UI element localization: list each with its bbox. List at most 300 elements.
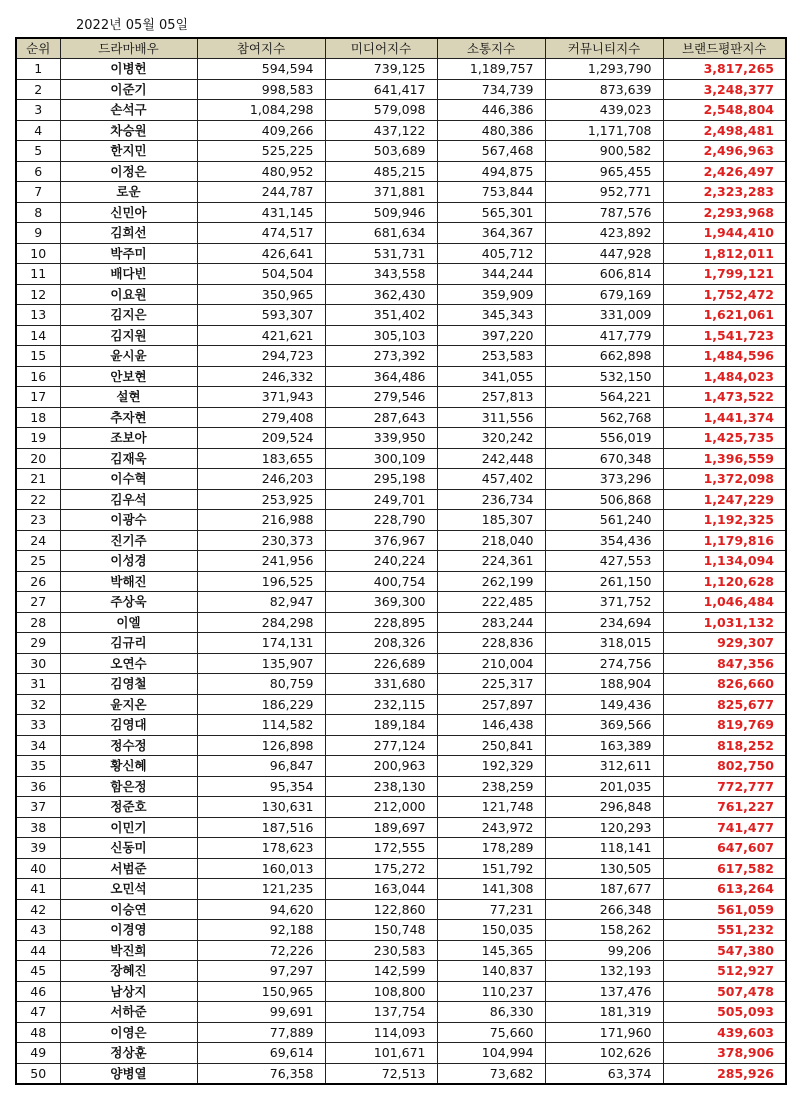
communication-cell: 77,231 xyxy=(437,899,545,920)
brand-reputation-cell: 1,799,121 xyxy=(663,264,786,285)
rank-cell: 2 xyxy=(16,79,60,100)
community-cell: 63,374 xyxy=(545,1063,663,1084)
brand-reputation-cell: 825,677 xyxy=(663,694,786,715)
table-row xyxy=(16,776,786,797)
community-cell: 132,193 xyxy=(545,961,663,982)
communication-cell: 151,792 xyxy=(437,858,545,879)
communication-cell: 218,040 xyxy=(437,530,545,551)
community-cell: 506,868 xyxy=(545,489,663,510)
participation-cell: 187,516 xyxy=(197,817,325,838)
brand-reputation-cell: 1,484,596 xyxy=(663,346,786,367)
header-brand-reputation: 브랜드평판지수 xyxy=(663,38,786,59)
table-row xyxy=(16,612,786,633)
media-cell: 509,946 xyxy=(325,202,437,223)
table-row xyxy=(16,325,786,346)
community-cell: 371,752 xyxy=(545,592,663,613)
rank-cell: 42 xyxy=(16,899,60,920)
communication-cell: 224,361 xyxy=(437,551,545,572)
participation-cell: 216,988 xyxy=(197,510,325,531)
community-cell: 261,150 xyxy=(545,571,663,592)
brand-reputation-cell: 1,484,023 xyxy=(663,366,786,387)
table-row xyxy=(16,633,786,654)
community-cell: 562,768 xyxy=(545,407,663,428)
communication-cell: 262,199 xyxy=(437,571,545,592)
rank-cell: 9 xyxy=(16,223,60,244)
participation-cell: 96,847 xyxy=(197,756,325,777)
actor-name-cell: 장혜진 xyxy=(60,961,197,982)
rank-cell: 28 xyxy=(16,612,60,633)
rank-cell: 5 xyxy=(16,141,60,162)
rank-cell: 11 xyxy=(16,264,60,285)
actor-name-cell: 윤지온 xyxy=(60,694,197,715)
brand-reputation-cell: 647,607 xyxy=(663,838,786,859)
participation-cell: 178,623 xyxy=(197,838,325,859)
brand-reputation-cell: 1,541,723 xyxy=(663,325,786,346)
participation-cell: 246,332 xyxy=(197,366,325,387)
brand-reputation-cell: 1,120,628 xyxy=(663,571,786,592)
participation-cell: 244,787 xyxy=(197,182,325,203)
community-cell: 99,206 xyxy=(545,940,663,961)
communication-cell: 141,308 xyxy=(437,879,545,900)
media-cell: 681,634 xyxy=(325,223,437,244)
table-row xyxy=(16,202,786,223)
table-row xyxy=(16,243,786,264)
communication-cell: 494,875 xyxy=(437,161,545,182)
brand-reputation-cell: 1,031,132 xyxy=(663,612,786,633)
community-cell: 564,221 xyxy=(545,387,663,408)
participation-cell: 241,956 xyxy=(197,551,325,572)
brand-reputation-cell: 617,582 xyxy=(663,858,786,879)
actor-name-cell: 배다빈 xyxy=(60,264,197,285)
table-row xyxy=(16,120,786,141)
community-cell: 171,960 xyxy=(545,1022,663,1043)
actor-name-cell: 신민아 xyxy=(60,202,197,223)
rank-cell: 19 xyxy=(16,428,60,449)
participation-cell: 409,266 xyxy=(197,120,325,141)
media-cell: 343,558 xyxy=(325,264,437,285)
participation-cell: 82,947 xyxy=(197,592,325,613)
media-cell: 503,689 xyxy=(325,141,437,162)
rank-cell: 33 xyxy=(16,715,60,736)
actor-name-cell: 이준기 xyxy=(60,79,197,100)
participation-cell: 350,965 xyxy=(197,284,325,305)
participation-cell: 160,013 xyxy=(197,858,325,879)
media-cell: 364,486 xyxy=(325,366,437,387)
communication-cell: 145,365 xyxy=(437,940,545,961)
table-row xyxy=(16,264,786,285)
media-cell: 228,895 xyxy=(325,612,437,633)
table-row xyxy=(16,899,786,920)
media-cell: 175,272 xyxy=(325,858,437,879)
participation-cell: 230,373 xyxy=(197,530,325,551)
media-cell: 228,790 xyxy=(325,510,437,531)
brand-reputation-cell: 507,478 xyxy=(663,981,786,1002)
communication-cell: 344,244 xyxy=(437,264,545,285)
participation-cell: 480,952 xyxy=(197,161,325,182)
participation-cell: 1,084,298 xyxy=(197,100,325,121)
community-cell: 427,553 xyxy=(545,551,663,572)
participation-cell: 253,925 xyxy=(197,489,325,510)
table-row xyxy=(16,100,786,121)
media-cell: 287,643 xyxy=(325,407,437,428)
actor-name-cell: 김우석 xyxy=(60,489,197,510)
rank-cell: 10 xyxy=(16,243,60,264)
participation-cell: 121,235 xyxy=(197,879,325,900)
actor-name-cell: 이광수 xyxy=(60,510,197,531)
brand-reputation-cell: 826,660 xyxy=(663,674,786,695)
rank-cell: 8 xyxy=(16,202,60,223)
community-cell: 787,576 xyxy=(545,202,663,223)
actor-name-cell: 차승원 xyxy=(60,120,197,141)
table-row xyxy=(16,551,786,572)
media-cell: 400,754 xyxy=(325,571,437,592)
actor-name-cell: 김재욱 xyxy=(60,448,197,469)
actor-name-cell: 황신혜 xyxy=(60,756,197,777)
community-cell: 965,455 xyxy=(545,161,663,182)
brand-reputation-cell: 1,396,559 xyxy=(663,448,786,469)
brand-reputation-cell: 1,192,325 xyxy=(663,510,786,531)
actor-name-cell: 이경영 xyxy=(60,920,197,941)
actor-name-cell: 함은정 xyxy=(60,776,197,797)
media-cell: 531,731 xyxy=(325,243,437,264)
rank-cell: 35 xyxy=(16,756,60,777)
media-cell: 122,860 xyxy=(325,899,437,920)
actor-name-cell: 정준호 xyxy=(60,797,197,818)
participation-cell: 94,620 xyxy=(197,899,325,920)
brand-reputation-cell: 1,752,472 xyxy=(663,284,786,305)
participation-cell: 196,525 xyxy=(197,571,325,592)
table-row xyxy=(16,1002,786,1023)
rank-cell: 25 xyxy=(16,551,60,572)
actor-name-cell: 설현 xyxy=(60,387,197,408)
media-cell: 189,184 xyxy=(325,715,437,736)
community-cell: 556,019 xyxy=(545,428,663,449)
table-row xyxy=(16,981,786,1002)
table-row xyxy=(16,530,786,551)
table-row xyxy=(16,223,786,244)
header-communication: 소통지수 xyxy=(437,38,545,59)
media-cell: 108,800 xyxy=(325,981,437,1002)
communication-cell: 341,055 xyxy=(437,366,545,387)
community-cell: 447,928 xyxy=(545,243,663,264)
actor-name-cell: 이요원 xyxy=(60,284,197,305)
participation-cell: 421,621 xyxy=(197,325,325,346)
brand-reputation-cell: 1,473,522 xyxy=(663,387,786,408)
actor-name-cell: 이영은 xyxy=(60,1022,197,1043)
participation-cell: 246,203 xyxy=(197,469,325,490)
brand-reputation-cell: 929,307 xyxy=(663,633,786,654)
media-cell: 739,125 xyxy=(325,59,437,80)
media-cell: 72,513 xyxy=(325,1063,437,1084)
table-row xyxy=(16,305,786,326)
media-cell: 189,697 xyxy=(325,817,437,838)
rank-cell: 46 xyxy=(16,981,60,1002)
participation-cell: 130,631 xyxy=(197,797,325,818)
communication-cell: 734,739 xyxy=(437,79,545,100)
table-row xyxy=(16,961,786,982)
table-row xyxy=(16,448,786,469)
actor-name-cell: 이정은 xyxy=(60,161,197,182)
communication-cell: 146,438 xyxy=(437,715,545,736)
media-cell: 101,671 xyxy=(325,1043,437,1064)
participation-cell: 209,524 xyxy=(197,428,325,449)
rank-cell: 38 xyxy=(16,817,60,838)
actor-name-cell: 정수정 xyxy=(60,735,197,756)
community-cell: 312,611 xyxy=(545,756,663,777)
media-cell: 305,103 xyxy=(325,325,437,346)
communication-cell: 405,712 xyxy=(437,243,545,264)
actor-name-cell: 서범준 xyxy=(60,858,197,879)
community-cell: 670,348 xyxy=(545,448,663,469)
table-row xyxy=(16,407,786,428)
media-cell: 249,701 xyxy=(325,489,437,510)
table-row xyxy=(16,489,786,510)
media-cell: 331,680 xyxy=(325,674,437,695)
rank-cell: 3 xyxy=(16,100,60,121)
brand-reputation-cell: 1,425,735 xyxy=(663,428,786,449)
table-row xyxy=(16,694,786,715)
rank-cell: 50 xyxy=(16,1063,60,1084)
brand-reputation-cell: 439,603 xyxy=(663,1022,786,1043)
community-cell: 296,848 xyxy=(545,797,663,818)
community-cell: 417,779 xyxy=(545,325,663,346)
media-cell: 579,098 xyxy=(325,100,437,121)
brand-reputation-cell: 285,926 xyxy=(663,1063,786,1084)
media-cell: 351,402 xyxy=(325,305,437,326)
communication-cell: 311,556 xyxy=(437,407,545,428)
communication-cell: 228,836 xyxy=(437,633,545,654)
actor-name-cell: 이민기 xyxy=(60,817,197,838)
community-cell: 606,814 xyxy=(545,264,663,285)
table-row xyxy=(16,653,786,674)
rank-cell: 18 xyxy=(16,407,60,428)
table-row xyxy=(16,346,786,367)
community-cell: 181,319 xyxy=(545,1002,663,1023)
brand-reputation-cell: 1,134,094 xyxy=(663,551,786,572)
participation-cell: 77,889 xyxy=(197,1022,325,1043)
rank-cell: 23 xyxy=(16,510,60,531)
participation-cell: 426,641 xyxy=(197,243,325,264)
media-cell: 485,215 xyxy=(325,161,437,182)
communication-cell: 446,386 xyxy=(437,100,545,121)
community-cell: 561,240 xyxy=(545,510,663,531)
communication-cell: 243,972 xyxy=(437,817,545,838)
rank-cell: 21 xyxy=(16,469,60,490)
participation-cell: 92,188 xyxy=(197,920,325,941)
actor-name-cell: 로운 xyxy=(60,182,197,203)
rank-cell: 12 xyxy=(16,284,60,305)
community-cell: 120,293 xyxy=(545,817,663,838)
media-cell: 230,583 xyxy=(325,940,437,961)
table-row xyxy=(16,1043,786,1064)
communication-cell: 257,897 xyxy=(437,694,545,715)
media-cell: 208,326 xyxy=(325,633,437,654)
rank-cell: 39 xyxy=(16,838,60,859)
communication-cell: 140,837 xyxy=(437,961,545,982)
community-cell: 373,296 xyxy=(545,469,663,490)
table-row xyxy=(16,756,786,777)
table-row xyxy=(16,592,786,613)
brand-reputation-cell: 802,750 xyxy=(663,756,786,777)
brand-reputation-cell: 1,944,410 xyxy=(663,223,786,244)
brand-reputation-cell: 512,927 xyxy=(663,961,786,982)
communication-cell: 178,289 xyxy=(437,838,545,859)
actor-name-cell: 김지원 xyxy=(60,325,197,346)
table-row xyxy=(16,715,786,736)
communication-cell: 565,301 xyxy=(437,202,545,223)
rank-cell: 37 xyxy=(16,797,60,818)
actor-name-cell: 신동미 xyxy=(60,838,197,859)
brand-reputation-cell: 2,293,968 xyxy=(663,202,786,223)
media-cell: 137,754 xyxy=(325,1002,437,1023)
rank-cell: 13 xyxy=(16,305,60,326)
community-cell: 532,150 xyxy=(545,366,663,387)
table-row xyxy=(16,182,786,203)
rank-cell: 40 xyxy=(16,858,60,879)
table-row xyxy=(16,571,786,592)
media-cell: 150,748 xyxy=(325,920,437,941)
participation-cell: 594,594 xyxy=(197,59,325,80)
community-cell: 158,262 xyxy=(545,920,663,941)
participation-cell: 294,723 xyxy=(197,346,325,367)
brand-reputation-cell: 613,264 xyxy=(663,879,786,900)
actor-name-cell: 박해진 xyxy=(60,571,197,592)
table-row xyxy=(16,141,786,162)
communication-cell: 242,448 xyxy=(437,448,545,469)
header-actor: 드라마배우 xyxy=(60,38,197,59)
participation-cell: 72,226 xyxy=(197,940,325,961)
rank-cell: 27 xyxy=(16,592,60,613)
actor-name-cell: 남상지 xyxy=(60,981,197,1002)
media-cell: 300,109 xyxy=(325,448,437,469)
rank-cell: 16 xyxy=(16,366,60,387)
brand-reputation-cell: 561,059 xyxy=(663,899,786,920)
actor-name-cell: 윤시윤 xyxy=(60,346,197,367)
table-row xyxy=(16,366,786,387)
communication-cell: 73,682 xyxy=(437,1063,545,1084)
brand-reputation-cell: 2,426,497 xyxy=(663,161,786,182)
rank-cell: 32 xyxy=(16,694,60,715)
community-cell: 149,436 xyxy=(545,694,663,715)
actor-name-cell: 김규리 xyxy=(60,633,197,654)
participation-cell: 431,145 xyxy=(197,202,325,223)
table-row xyxy=(16,59,786,80)
participation-cell: 474,517 xyxy=(197,223,325,244)
header-rank: 순위 xyxy=(16,38,60,59)
table-row xyxy=(16,1022,786,1043)
community-cell: 318,015 xyxy=(545,633,663,654)
table-row xyxy=(16,284,786,305)
communication-cell: 86,330 xyxy=(437,1002,545,1023)
community-cell: 439,023 xyxy=(545,100,663,121)
media-cell: 273,392 xyxy=(325,346,437,367)
table-row xyxy=(16,838,786,859)
brand-reputation-cell: 3,817,265 xyxy=(663,59,786,80)
participation-cell: 150,965 xyxy=(197,981,325,1002)
actor-name-cell: 오민석 xyxy=(60,879,197,900)
participation-cell: 183,655 xyxy=(197,448,325,469)
media-cell: 172,555 xyxy=(325,838,437,859)
communication-cell: 225,317 xyxy=(437,674,545,695)
participation-cell: 135,907 xyxy=(197,653,325,674)
community-cell: 1,171,708 xyxy=(545,120,663,141)
community-cell: 952,771 xyxy=(545,182,663,203)
actor-name-cell: 조보아 xyxy=(60,428,197,449)
media-cell: 371,881 xyxy=(325,182,437,203)
participation-cell: 186,229 xyxy=(197,694,325,715)
table-row xyxy=(16,428,786,449)
media-cell: 114,093 xyxy=(325,1022,437,1043)
rank-cell: 15 xyxy=(16,346,60,367)
actor-name-cell: 서하준 xyxy=(60,1002,197,1023)
media-cell: 240,224 xyxy=(325,551,437,572)
brand-reputation-cell: 741,477 xyxy=(663,817,786,838)
media-cell: 362,430 xyxy=(325,284,437,305)
rank-cell: 17 xyxy=(16,387,60,408)
media-cell: 232,115 xyxy=(325,694,437,715)
community-cell: 163,389 xyxy=(545,735,663,756)
media-cell: 376,967 xyxy=(325,530,437,551)
rank-cell: 48 xyxy=(16,1022,60,1043)
communication-cell: 236,734 xyxy=(437,489,545,510)
rank-cell: 30 xyxy=(16,653,60,674)
actor-name-cell: 정상훈 xyxy=(60,1043,197,1064)
communication-cell: 222,485 xyxy=(437,592,545,613)
rank-cell: 44 xyxy=(16,940,60,961)
brand-reputation-table xyxy=(15,37,787,1085)
rank-cell: 7 xyxy=(16,182,60,203)
communication-cell: 185,307 xyxy=(437,510,545,531)
media-cell: 212,000 xyxy=(325,797,437,818)
communication-cell: 150,035 xyxy=(437,920,545,941)
rank-cell: 31 xyxy=(16,674,60,695)
actor-name-cell: 이병헌 xyxy=(60,59,197,80)
participation-cell: 76,358 xyxy=(197,1063,325,1084)
table-row xyxy=(16,79,786,100)
brand-reputation-cell: 1,372,098 xyxy=(663,469,786,490)
actor-name-cell: 안보현 xyxy=(60,366,197,387)
community-cell: 130,505 xyxy=(545,858,663,879)
brand-reputation-cell: 505,093 xyxy=(663,1002,786,1023)
header-media: 미디어지수 xyxy=(325,38,437,59)
media-cell: 200,963 xyxy=(325,756,437,777)
media-cell: 339,950 xyxy=(325,428,437,449)
rank-cell: 47 xyxy=(16,1002,60,1023)
actor-name-cell: 이승연 xyxy=(60,899,197,920)
actor-name-cell: 오연수 xyxy=(60,653,197,674)
media-cell: 279,546 xyxy=(325,387,437,408)
actor-name-cell: 박진희 xyxy=(60,940,197,961)
communication-cell: 238,259 xyxy=(437,776,545,797)
communication-cell: 210,004 xyxy=(437,653,545,674)
brand-reputation-cell: 3,248,377 xyxy=(663,79,786,100)
media-cell: 641,417 xyxy=(325,79,437,100)
actor-name-cell: 추자현 xyxy=(60,407,197,428)
communication-cell: 283,244 xyxy=(437,612,545,633)
table-row xyxy=(16,879,786,900)
participation-cell: 279,408 xyxy=(197,407,325,428)
media-cell: 163,044 xyxy=(325,879,437,900)
communication-cell: 253,583 xyxy=(437,346,545,367)
participation-cell: 69,614 xyxy=(197,1043,325,1064)
actor-name-cell: 김희선 xyxy=(60,223,197,244)
community-cell: 1,293,790 xyxy=(545,59,663,80)
participation-cell: 126,898 xyxy=(197,735,325,756)
communication-cell: 359,909 xyxy=(437,284,545,305)
participation-cell: 593,307 xyxy=(197,305,325,326)
participation-cell: 114,582 xyxy=(197,715,325,736)
communication-cell: 192,329 xyxy=(437,756,545,777)
